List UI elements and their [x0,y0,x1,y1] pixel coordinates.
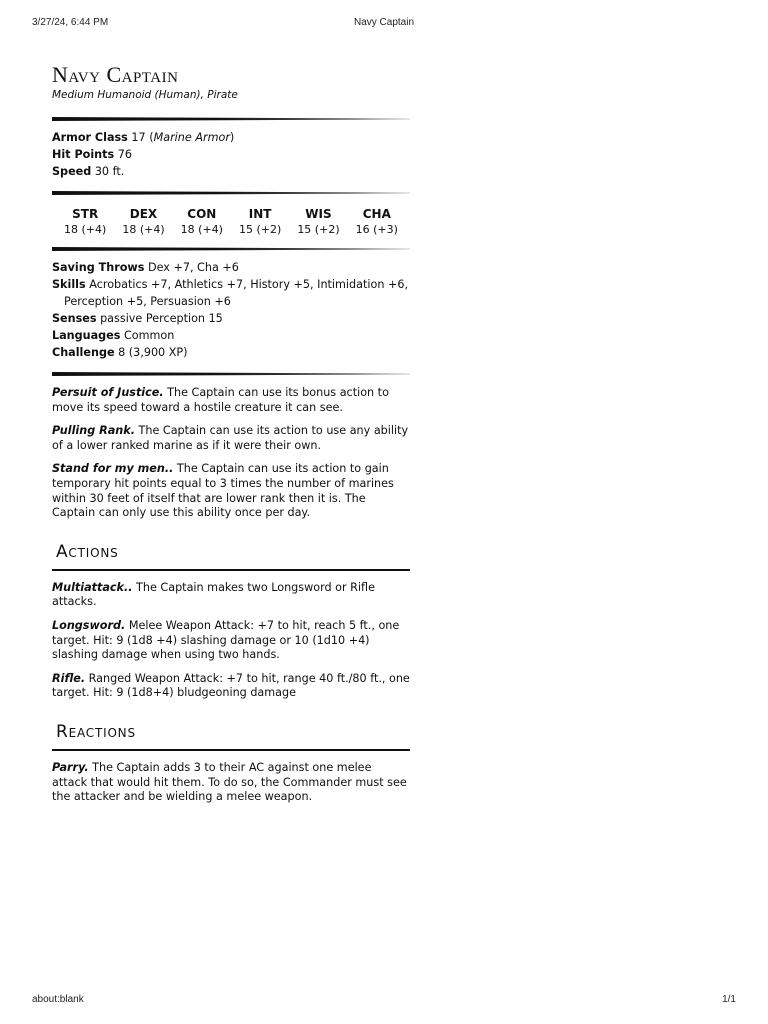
trait-stand-for-my-men [52,462,410,520]
hit-points-label: Hit Points [52,148,115,161]
reactions-heading: Reactions [56,721,136,742]
creature-meta: Medium Humanoid (Human), Pirate [52,89,238,101]
speed-label: Speed [52,165,92,178]
languages-label: Languages [52,329,121,342]
ability-name: WIS [305,207,332,221]
challenge-label: Challenge [52,346,115,359]
tapered-rule [52,191,410,195]
trait-text: The Captain can use its action to gain temporary hit points equal to 3 times the number of marines within 30 feet of itself that are lower rank then it is. The Captain can only use this ability once per day. [52,462,394,520]
tapered-rule [52,247,410,251]
ability-score: 18 (+4) [180,223,223,236]
saving-throws-label: Saving Throws [52,261,145,274]
trait-name: Stand for my men.. [52,462,174,476]
ability-cha [348,206,406,237]
speed-value: 30 ft. [94,165,125,178]
armor-class-type: Marine Armor [153,131,230,144]
action-text: Melee Weapon Attack: +7 to hit, reach 5 ft., one target. Hit: 9 (1d8 +4) slashing damage or 10 (1d10 +4) slashing damage when using two hands. [52,618,400,662]
ability-score: 15 (+2) [238,223,282,236]
armor-class-line [52,130,410,145]
trait-text: The Captain can use its action to use any ability of a lower ranked marine as if it were their own. [52,424,409,452]
challenge-value: 8 (3,900 XP) [118,346,188,359]
print-header [32,17,736,33]
senses-value: passive Perception 15 [100,312,223,325]
print-date: 3/27/24, 6:44 PM [32,17,109,28]
challenge-line [52,345,410,360]
ability-dex [114,206,172,237]
ability-name: DEX [129,207,158,221]
action-rifle [52,672,410,701]
ability-scores [52,204,410,237]
languages-value: Common [123,329,175,342]
print-footer [32,994,736,1010]
actions-rule [52,569,410,571]
languages-line [52,328,410,343]
action-text: The Captain makes two Longsword or Rifle attacks. [52,580,375,609]
action-multiattack [52,581,410,610]
print-url: about:blank [32,994,84,1005]
reaction-name: Parry. [52,760,89,774]
skills-line [52,277,410,292]
skills-label: Skills [52,278,86,291]
tapered-rule [52,117,410,121]
armor-class-label: Armor Class [52,131,128,144]
speed-line [52,164,410,179]
trait-pulling-rank [52,424,410,453]
reactions-rule [52,749,410,751]
ability-con [173,206,231,237]
ability-wis [289,206,347,237]
senses-label: Senses [52,312,97,325]
hit-points-line [52,147,410,162]
trait-persuit-of-justice [52,386,410,415]
hit-points-value: 76 [117,148,132,161]
stat-block [52,58,410,814]
print-page-title: Navy Captain [353,17,415,28]
action-name: Multiattack.. [52,580,133,594]
ability-score: 18 (+4) [122,223,165,236]
action-text: Ranged Weapon Attack: +7 to hit, range 40 ft./80 ft., one target. Hit: 9 (1d8+4) bludgeoning damage [52,671,410,700]
saving-throws-line [52,260,410,275]
actions-heading: Actions [56,541,119,562]
reaction-text: The Captain adds 3 to their AC against one melee attack that would hit them. To do so, the Commander must see the attacker and be wielding a melee weapon. [52,760,407,804]
skills-line-cont: Perception +5, Persuasion +6 [64,295,231,308]
tapered-rule [52,372,410,376]
ability-name: CHA [362,207,391,221]
action-longsword [52,619,410,663]
creature-name: Navy Captain [52,62,179,87]
armor-class-close: ) [229,131,235,144]
senses-line [52,311,410,326]
ability-str [56,206,114,237]
trait-text: The Captain can use its bonus action to move its speed toward a hostile creature it can see. [52,386,389,414]
ability-int [231,206,289,237]
action-name: Longsword. [52,618,126,632]
print-page-number: 1/1 [722,994,736,1005]
ability-score: 18 (+4) [64,223,107,236]
trait-name: Persuit of Justice. [52,386,164,399]
ability-name: CON [187,207,217,221]
ability-name: INT [248,207,272,221]
saving-throws-value: Dex +7, Cha +6 [147,261,239,274]
reaction-parry [52,761,410,805]
ability-score: 16 (+3) [355,223,398,236]
ability-score: 15 (+2) [297,223,340,236]
ability-name: STR [72,207,99,221]
skills-value: Acrobatics +7, Athletics +7, History +5, Intimidation +6, [89,278,409,291]
armor-class-value: 17 ( [131,131,154,144]
trait-name: Pulling Rank. [52,424,135,438]
action-name: Rifle. [52,671,86,685]
